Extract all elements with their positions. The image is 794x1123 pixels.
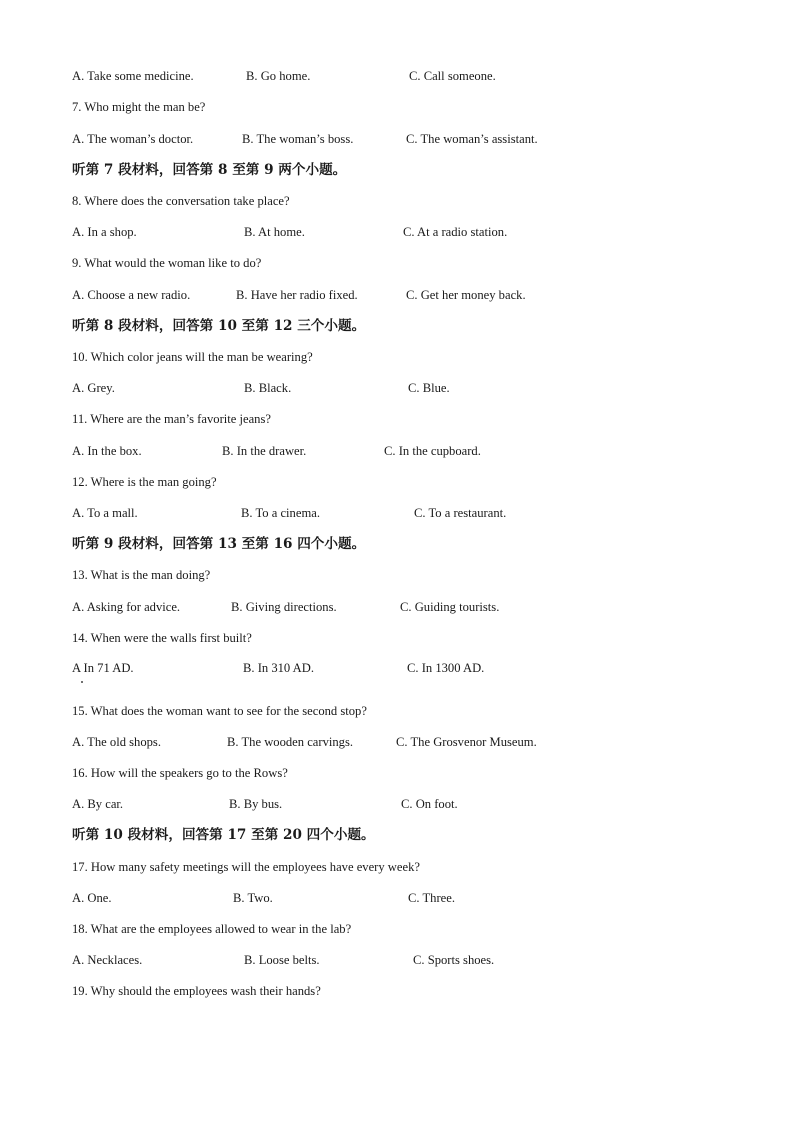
question-10: 10. Which color jeans will the man be wearing? bbox=[72, 350, 313, 364]
option-c: C. Three. bbox=[408, 891, 455, 905]
option-a: A. By car. bbox=[72, 797, 124, 811]
option-b: B. Loose belts. bbox=[244, 953, 320, 967]
option-a: A. Grey. bbox=[72, 381, 115, 395]
option-b: B. The woman’s boss. bbox=[242, 132, 354, 146]
question-7: 7. Who might the man be? bbox=[72, 100, 206, 114]
option-a: A. The old shops. bbox=[72, 735, 161, 749]
section-heading: 听第 9 段材料，回答第 13 至第 16 四个小题。 bbox=[72, 536, 366, 552]
stray-dot bbox=[81, 681, 83, 683]
section-heading: 听第 8 段材料，回答第 10 至第 12 三个小题。 bbox=[72, 318, 366, 334]
option-c: C. On foot. bbox=[401, 797, 458, 811]
question-11: 11. Where are the man’s favorite jeans? bbox=[72, 412, 271, 426]
option-c: C. To a restaurant. bbox=[414, 506, 507, 520]
section-heading: 听第 7 段材料，回答第 8 至第 9 两个小题。 bbox=[72, 162, 347, 178]
option-b: B. Two. bbox=[233, 891, 273, 905]
question-18: 18. What are the employees allowed to wear in the lab? bbox=[72, 922, 352, 936]
option-a: A. Take some medicine. bbox=[72, 69, 194, 83]
option-c: C. In 1300 AD. bbox=[407, 661, 485, 675]
option-b: B. The wooden carvings. bbox=[227, 735, 354, 749]
option-b: B. Black. bbox=[244, 381, 292, 395]
option-c: C. Sports shoes. bbox=[413, 953, 495, 967]
question-16: 16. How will the speakers go to the Rows? bbox=[72, 766, 288, 780]
option-b: B. At home. bbox=[244, 225, 305, 239]
option-c: C. Blue. bbox=[408, 381, 450, 395]
question-19: 19. Why should the employees wash their hands? bbox=[72, 984, 321, 998]
option-c: C. Get her money back. bbox=[406, 288, 526, 302]
option-c: C. Guiding tourists. bbox=[400, 600, 500, 614]
option-b: B. In the drawer. bbox=[222, 444, 307, 458]
option-c: C. Call someone. bbox=[409, 69, 496, 83]
question-13: 13. What is the man doing? bbox=[72, 568, 211, 582]
question-17: 17. How many safety meetings will the employees have every week? bbox=[72, 860, 420, 874]
section-heading: 听第 10 段材料，回答第 17 至第 20 四个小题。 bbox=[72, 827, 375, 843]
option-c: C. At a radio station. bbox=[403, 225, 508, 239]
option-a: A. Necklaces. bbox=[72, 953, 143, 967]
option-b: B. In 310 AD. bbox=[243, 661, 315, 675]
option-b: B. Giving directions. bbox=[231, 600, 337, 614]
option-b: B. To a cinema. bbox=[241, 506, 320, 520]
question-15: 15. What does the woman want to see for the second stop? bbox=[72, 704, 367, 718]
option-a: A In 71 AD. bbox=[72, 661, 134, 675]
option-b: B. By bus. bbox=[229, 797, 283, 811]
option-a: A. The woman’s doctor. bbox=[72, 132, 194, 146]
question-8: 8. Where does the conversation take place? bbox=[72, 194, 290, 208]
option-a: A. To a mall. bbox=[72, 506, 138, 520]
question-9: 9. What would the woman like to do? bbox=[72, 256, 262, 270]
option-a: A. In the box. bbox=[72, 444, 142, 458]
option-a: A. In a shop. bbox=[72, 225, 137, 239]
question-14: 14. When were the walls first built? bbox=[72, 631, 252, 645]
option-b: B. Have her radio fixed. bbox=[236, 288, 358, 302]
option-c: C. The woman’s assistant. bbox=[406, 132, 538, 146]
option-a: A. Choose a new radio. bbox=[72, 288, 191, 302]
option-a: A. One. bbox=[72, 891, 112, 905]
question-12: 12. Where is the man going? bbox=[72, 475, 217, 489]
option-c: C. The Grosvenor Museum. bbox=[396, 735, 537, 749]
option-b: B. Go home. bbox=[246, 69, 311, 83]
option-c: C. In the cupboard. bbox=[384, 444, 481, 458]
option-a: A. Asking for advice. bbox=[72, 600, 181, 614]
